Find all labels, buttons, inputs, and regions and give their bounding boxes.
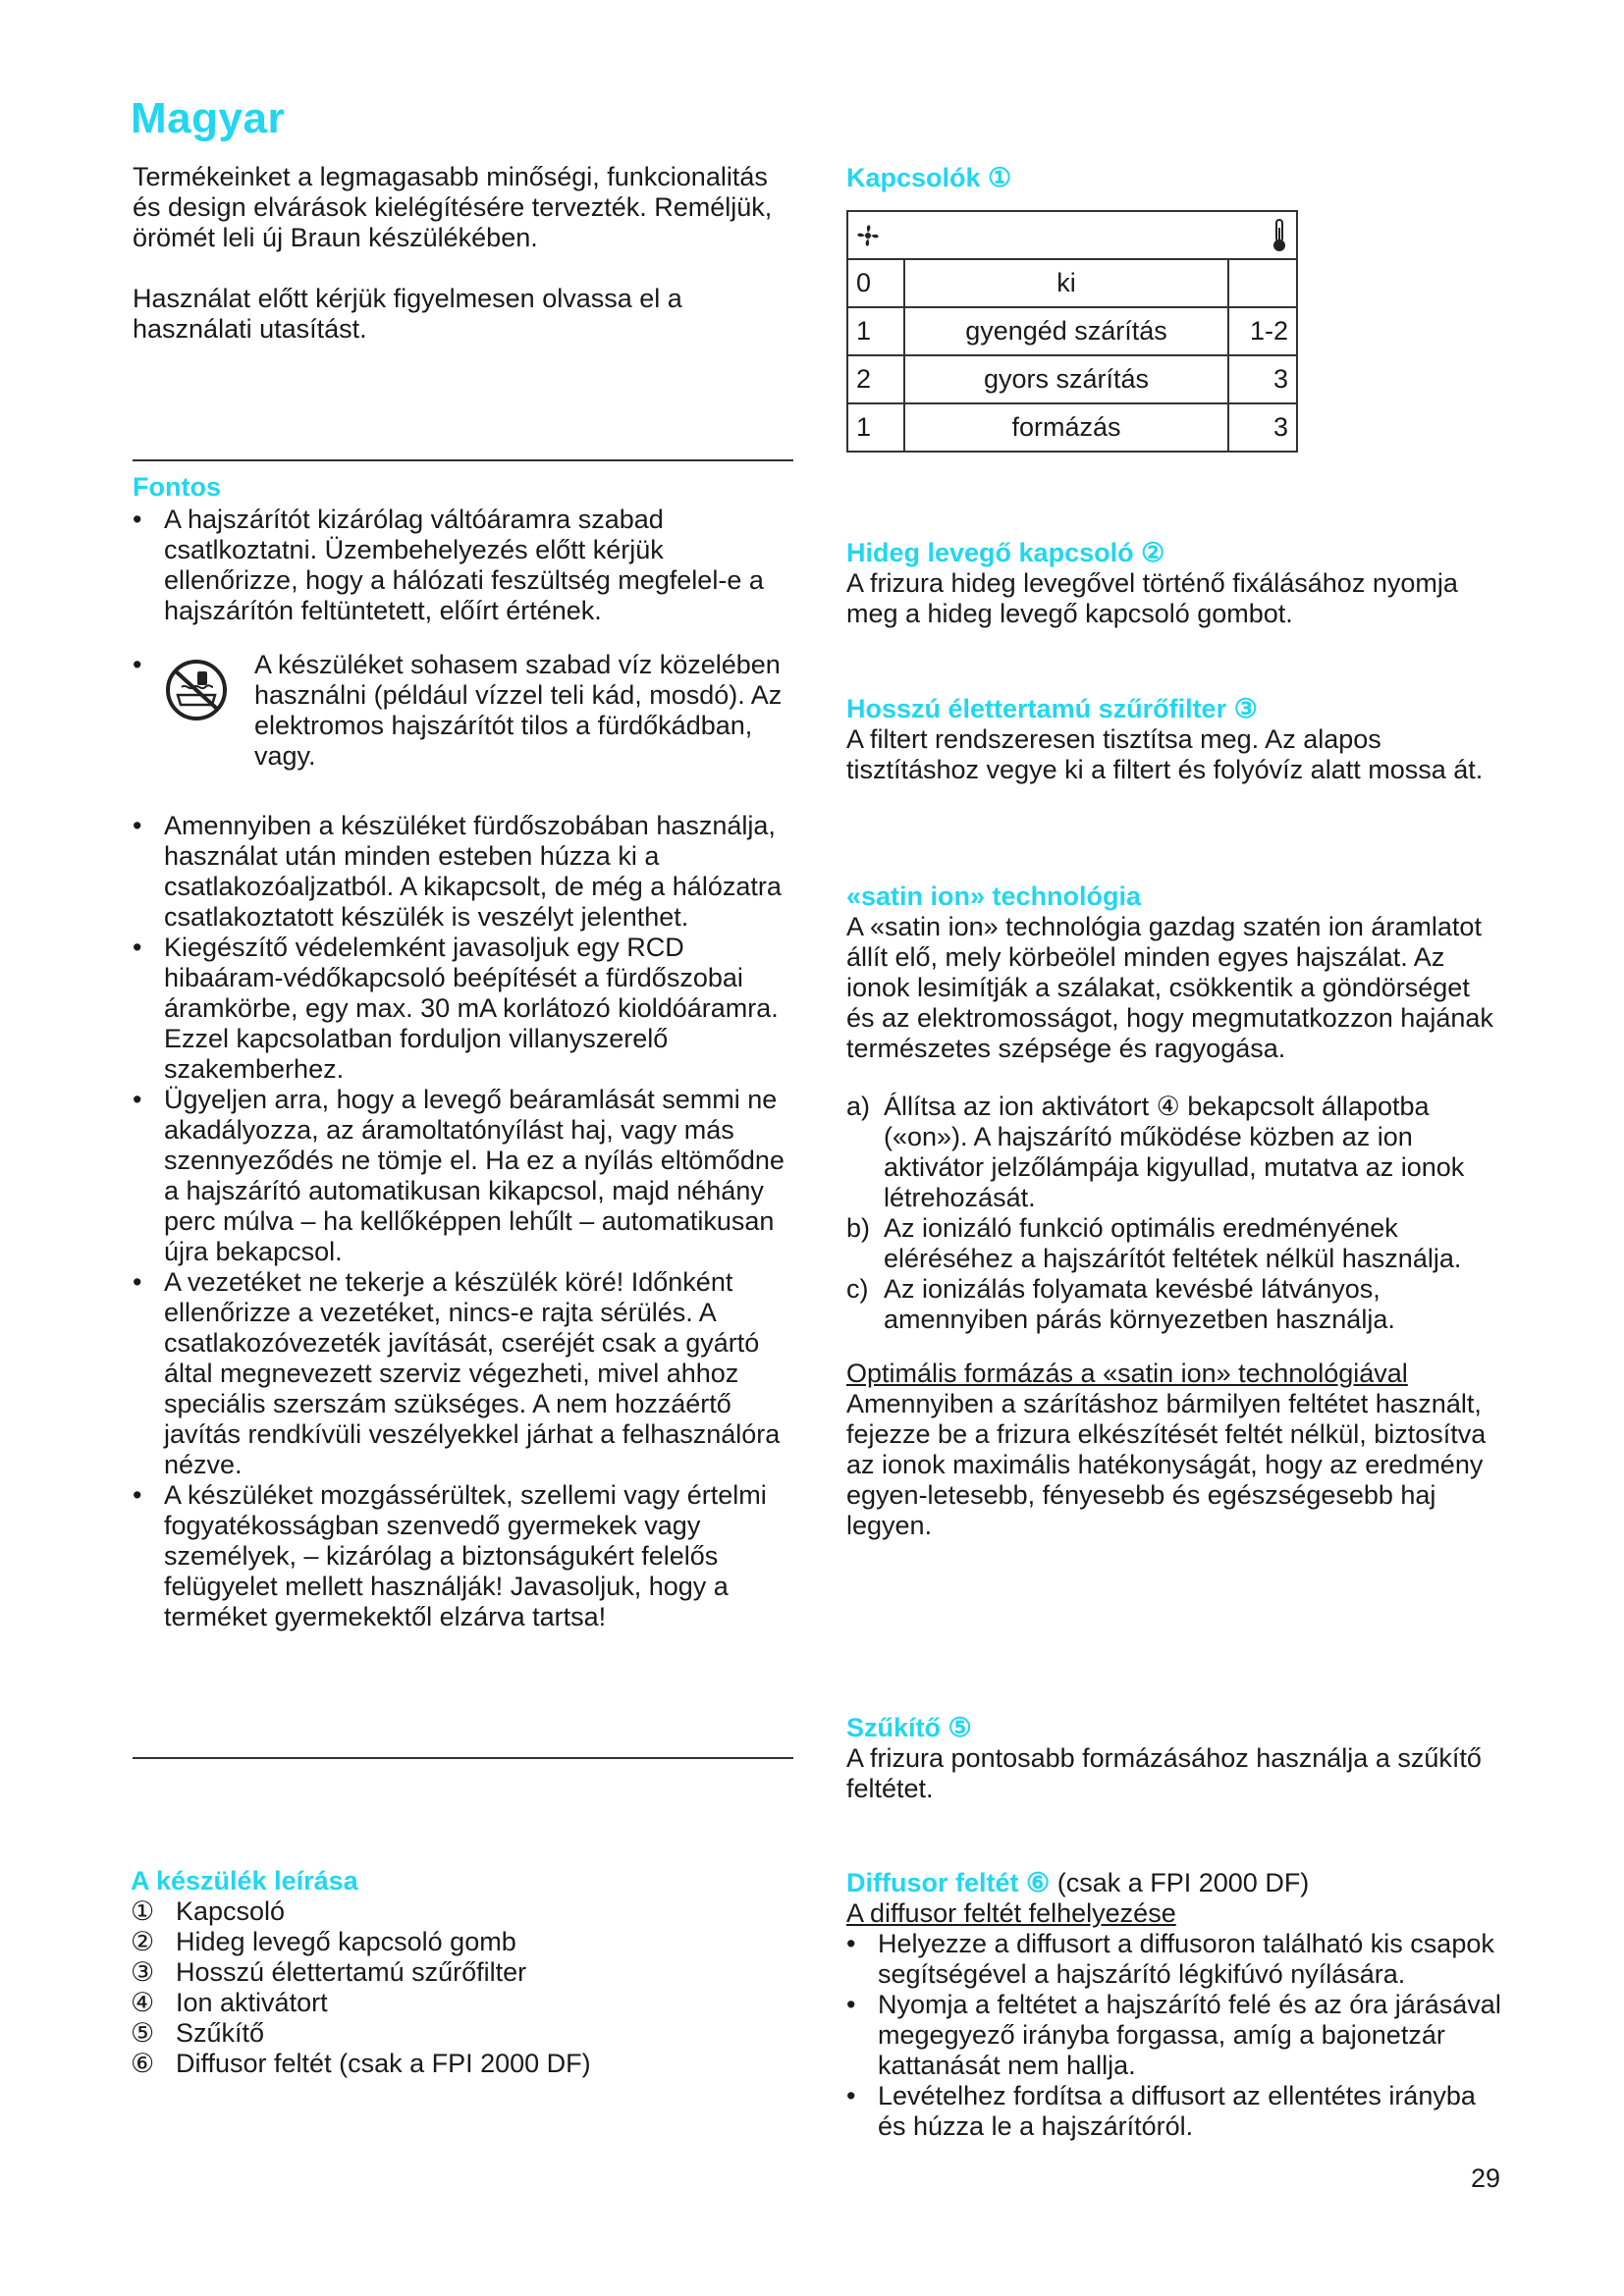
table-row: 1 formázás 3 [847, 403, 1297, 452]
diffusor-subheading: A diffusor feltét felhelyezése [846, 1898, 1176, 1928]
nozzle-section [846, 1713, 1504, 1804]
filter-section [846, 694, 1504, 785]
table-row: 2 gyors szárítás 3 [847, 355, 1297, 403]
list-item: • Kiegészítő védelemként javasoljuk egy RCD hibaáram-védőkapcsoló beépítését a fürdőszobai áramkörbe, egy max. 30 mA korlátozó kioldóáramra. Ezzel kapcsolatban forduljon villanyszerelő szakemberhez. [133, 933, 800, 1085]
table-row: 0 ki [847, 259, 1297, 307]
satin-heading: «satin ion» technológia [846, 881, 1142, 911]
list-item: • A hajszárítót kizárólag váltóáramra szabad csatlkoztatni. Üzembehelyezés előtt kérjük ellenőrizze, hogy a hálózati feszültség megfelel-e a hajszárítón feltüntetett, előírt értének. [133, 505, 800, 626]
thermometer-icon [1271, 218, 1288, 253]
list-item: • A készüléket mozgássérültek, szellemi vagy értelmi fogyatékosságban szenvedő gyermekek vagy személyek, – kizárólag a biztonságukért felelős felügyelet mellett használják! Javasoljuk, hogy a terméket gyermekektől elzárva tartsa! [133, 1480, 800, 1632]
list-item: • Nyomja a feltétet a hajszárító felé és az óra járásával megegyező irányba forgassa, amíg a bajonetzár kattanását nem hallja. [846, 1990, 1504, 2081]
page-number: 29 [1471, 2163, 1501, 2193]
intro-paragraph: Használat előtt kérjük figyelmesen olvassa el a használati utasítást. [133, 284, 682, 344]
list-item: ⑥ Diffusor feltét (csak a FPI 2000 DF) [131, 2049, 591, 2078]
cold-text: A frizura hideg levegővel történő fixálásához nyomja meg a hideg levegő kapcsoló gombot. [846, 568, 1458, 628]
list-item: • Levételhez fordítsa a diffusort az ellentétes irányba és húzza le a hajszárítóról. [846, 2081, 1504, 2142]
list-item: c) Az ionizálás folyamata kevésbé látványos, amennyiben párás környezetben használja. [846, 1274, 1395, 1334]
list-item: • Ügyeljen arra, hogy a levegő beáramlását semmi ne akadályozza, az áramoltatónyílást haj, vagy más szennyeződés ne tömje el. Ha ez a nyílás eltömődne a hajszárító automatikusan kikapcsol, majd néhány perc múlva – ha kellőképpen lehűlt – automatikusan újra bekapcsol. [133, 1085, 800, 1267]
diffusor-heading: Diffusor feltét ⑥ [846, 1868, 1051, 1897]
description-section [131, 1866, 798, 2079]
water-warning-text: A készüléket sohasem szabad víz közelében használni (például vízzel teli kád, mosdó). Az elektromos hajszárítót tilos a fürdőkádban, vagy. [254, 650, 783, 771]
table-row: 1 gyengéd szárítás 1-2 [847, 307, 1297, 355]
table-header-row [847, 211, 1297, 259]
satin-section [846, 881, 1504, 1541]
list-item: ④ Ion aktivátort [131, 1988, 328, 2017]
satin-text: A «satin ion» technológia gazdag szatén ion áramlatot állít elő, mely körbeölel minden egyes hajszálat. Az ionok lesimítják a szálakat, csökkentik a göndörséget és az elektromosságot, hogy megmutatkozzon hajának természetes szépsége és ragyogása. [846, 912, 1493, 1063]
diffusor-heading-line: Diffusor feltét ⑥ (csak a FPI 2000 DF) [846, 1868, 1310, 1897]
list-item: b) Az ionizáló funkció optimális eredményének eléréséhez a hajszárítót feltétek nélkül használja. [846, 1213, 1462, 1273]
divider [133, 1757, 793, 1759]
nozzle-heading: Szűkítő ⑤ [846, 1713, 972, 1742]
cold-section [846, 538, 1504, 629]
nozzle-text: A frizura pontosabb formázásához használja a szűkítő feltétet. [846, 1743, 1482, 1803]
diffusor-section [846, 1868, 1504, 2142]
list-item: • A vezetéket ne tekerje a készülék köré! Időnként ellenőrizze a vezetéket, nincs-e rajta sérülés. A csatlakozóvezeték javítását, cseréjét csak a gyártó által megnevezett szerviz végezheti, mivel ahhoz speciális szerszám szükséges. A nem hozzáértő javítás rendkívüli veszélyekkel járhat a felhasználóra nézve. [133, 1267, 800, 1480]
switches-heading: Kapcsolók ① [846, 163, 1012, 192]
description-heading: A készülék leírása [131, 1866, 358, 1896]
satin-subheading: Optimális formázás a «satin ion» technológiával [846, 1359, 1408, 1388]
filter-heading: Hosszú élettertamú szűrőfilter ③ [846, 694, 1258, 723]
page-title: Magyar [131, 94, 286, 142]
list-item: ② Hideg levegő kapcsoló gomb [131, 1927, 516, 1956]
list-item: a) Állítsa az ion aktivátort ④ bekapcsolt állapotba («on»). A hajszárító működése közben az ion aktivátor jelzőlámpája kigyullad, mutatva az ionok létrehozását. [846, 1092, 1465, 1212]
important-heading: Fontos [133, 472, 221, 502]
list-item: ① Kapcsoló [131, 1896, 286, 1926]
cold-heading: Hideg levegő kapcsoló ② [846, 538, 1165, 567]
divider [133, 459, 793, 461]
list-item: • Helyezze a diffusort a diffusoron található kis csapok segítségével a hajszárító légkifúvó nyílására. [846, 1929, 1504, 1990]
important-section [133, 472, 800, 1632]
list-item: ③ Hosszú élettertamú szűrőfilter [131, 1957, 527, 1987]
no-water-icon [164, 658, 229, 722]
fan-icon [854, 222, 882, 249]
switch-table [846, 210, 1298, 453]
intro-section [133, 162, 800, 345]
water-warning: • A készüléket sohasem szabad víz közelében használni (például vízzel teli kád, mosdó). Az elektromos hajszárítót tilos a fürdőkádban, vagy. [133, 650, 800, 797]
list-item: ⑤ Szűkítő [131, 2018, 265, 2048]
intro-paragraph: Termékeinket a legmagasabb minőségi, funkcionalitás és design elvárások kielégítésére tervezték. Reméljük, örömét leli új Braun készülékében. [133, 162, 773, 252]
filter-text: A filtert rendszeresen tisztítsa meg. Az alapos tisztításhoz vegye ki a filtert és folyóvíz alatt mossa át. [846, 724, 1484, 784]
list-item: • Amennyiben a készüléket fürdőszobában használja, használat után minden esteben húzza ki a csatlakozóaljzatból. A kikapcsolt, de még a hálózatra csatlakoztatott készülék is veszélyt jelenthet. [133, 811, 800, 933]
satin-subtext: Amennyiben a szárításhoz bármilyen feltétet használt, fejezze be a frizura elkészítését feltét nélkül, biztosítva az ionok maximális hatékonyságát, hogy az eredmény egyen-letesebb, fényesebb és egészségesebb haj legyen. [846, 1389, 1487, 1540]
